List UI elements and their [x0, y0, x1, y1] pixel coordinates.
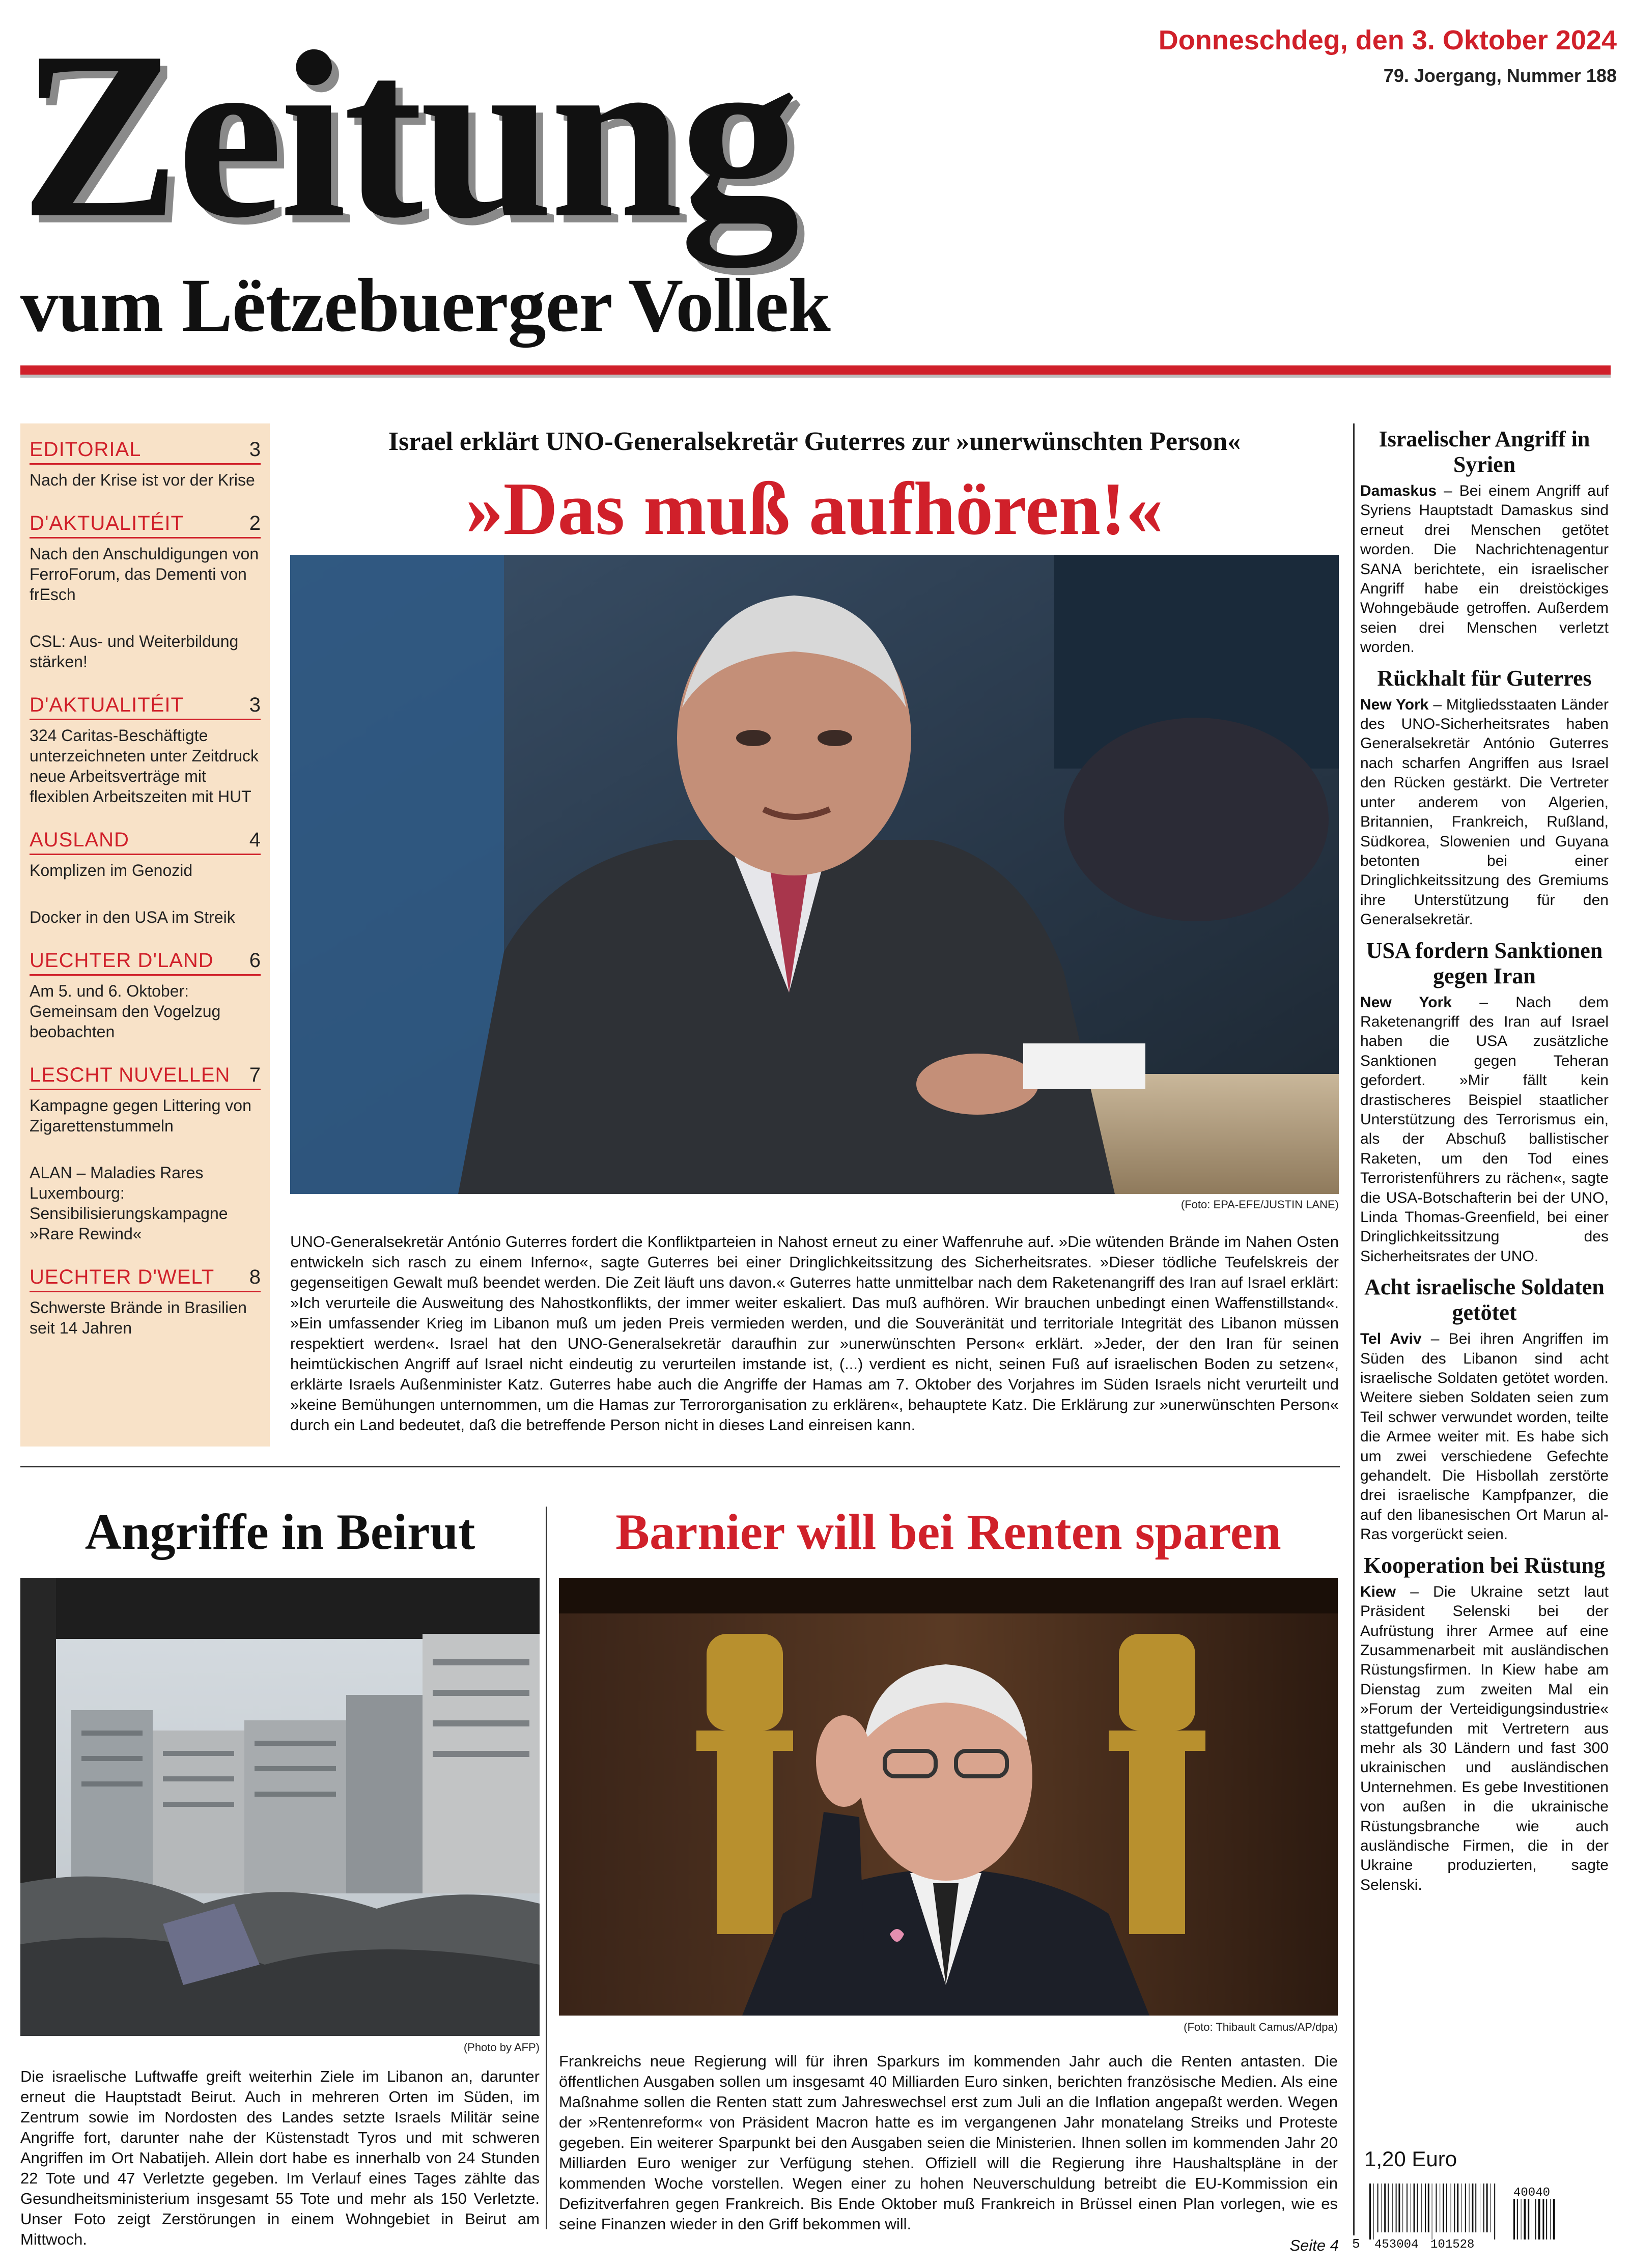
barcode-bar — [1388, 2184, 1389, 2232]
barcode-bar — [1469, 2184, 1470, 2232]
guterres-photo — [290, 555, 1339, 1194]
destroyed-buildings-photo — [20, 1578, 540, 2036]
index-section-name: D'AKTUALITÉIT — [30, 512, 184, 534]
index-section-header — [30, 828, 261, 855]
barcode-graphic — [1349, 2184, 1614, 2250]
issue-date: Donneschdeg, den 3. Oktober 2024 — [1158, 25, 1617, 55]
brief-body — [1360, 1582, 1609, 1895]
index-section-name: D'AKTUALITÉIT — [30, 694, 184, 716]
brief-text: – Nach dem Raketenangriff des Iran auf Israel haben die USA zusätzliche Sanktionen gegen Teheran gefordert. »Mir fällt kein drastischeres Beispiel staatlicher Unterstützung des Terrorismus ein, als der Abschuß ballistischer Raketen, um den Tod eines Terroristenführers zu rächen«, sagte die USA-Botschafterin bei der UNO, Linda Thomas-Greenfield, bei einer Dringlichkeitssitzung des Sicherheitsrates der UNO. — [1360, 994, 1609, 1265]
index-section-name: UECHTER D'LAND — [30, 949, 214, 972]
barcode-addon-bar — [1546, 2199, 1547, 2239]
brief-body — [1360, 1329, 1609, 1544]
barcode-group1: 453004 — [1374, 2238, 1419, 2250]
barnier-photo — [559, 1578, 1338, 2016]
barcode-bar — [1457, 2184, 1458, 2232]
beirut-body: Die israelische Luftwaffe greift weiterhin Ziele im Libanon an, darunter erneut die Hauptstadt Beirut. Auch in mehreren Orten im Süden, im Zentrum sowie im Nordosten des Landes setzte Israels Militär seine Angriffe fort, darunter nahe der Küstenstadt Tyros und mit schweren Angriffen im Ort Nabatijeh. Allein dort habe es innerhalb von 24 Stunden 22 Tote und 47 Verletzte gegeben. Im Verlauf eines Tages zählte das Gesundheitsministerium insgesamt 55 Tote und mehr als 150 Verletzte. Unser Foto zeigt Zerstörungen in einem Wohngebiet in Beirut am Mittwoch. — [20, 2067, 540, 2248]
barcode-group2: 101528 — [1430, 2238, 1475, 2250]
index-section — [30, 1063, 261, 1244]
beirut-photo — [20, 1578, 540, 2036]
brief-body — [1360, 695, 1609, 930]
index-section-header — [30, 512, 261, 538]
index-page-number: 3 — [249, 694, 261, 716]
brief-body — [1360, 481, 1609, 658]
index-item: ALAN – Maladies Rares Luxembourg: Sensibilisierungskampagne »Rare Rewind« — [30, 1164, 228, 1243]
brief-dateline: New York — [1360, 994, 1452, 1011]
index-section — [30, 438, 261, 490]
beirut-headline: Angriffe in Beirut — [85, 1504, 475, 1560]
barcode-bar — [1490, 2184, 1491, 2232]
index-page-number: 8 — [249, 1266, 261, 1288]
index-page-number: 4 — [249, 829, 261, 851]
barcode-bar — [1392, 2184, 1393, 2232]
brief-title: Israelischer Angriff in Syrien — [1379, 427, 1590, 477]
index-item: Schwerste Brände in Brasilien seit 14 Jahren — [30, 1298, 247, 1337]
barcode-bar — [1377, 2184, 1379, 2232]
index-section-name: LESCHT NUVELLEN — [30, 1064, 231, 1086]
lead-photo — [290, 555, 1339, 1194]
lead-photo-credit: (Foto: EPA-EFE/JUSTIN LANE) — [1180, 1198, 1339, 1211]
barcode-bar — [1421, 2184, 1422, 2232]
barcode-bar — [1425, 2184, 1426, 2232]
index-section — [30, 1265, 261, 1338]
index-section-header — [30, 693, 261, 720]
index-section-name: AUSLAND — [30, 829, 129, 851]
price: 1,20 Euro — [1364, 2147, 1457, 2171]
barcode-bar — [1402, 2184, 1403, 2232]
index-section-name: UECHTER D'WELT — [30, 1266, 215, 1288]
barcode-bar — [1486, 2184, 1488, 2232]
barcode-addon-bar — [1513, 2199, 1515, 2239]
barcode-bar — [1414, 2184, 1415, 2232]
barcode-bar — [1436, 2184, 1437, 2232]
brief-text: – Bei ihren Angriffen im Süden des Libanon sind acht israelische Soldaten getötet worden. Weitere sieben Soldaten seien zum Teil schwer verwundet worden, teilte die Armee weiter mit. Es habe sich um zwei verschiedene Gefechte gehandelt. Die Hisbollah zerstörte drei israelische Kampfpanzer, die auf den libanesischen Ort Marun al-Ras vorgerückt seien. — [1360, 1330, 1609, 1543]
barcode-bar — [1396, 2184, 1397, 2232]
lead-body: UNO-Generalsekretär António Guterres fordert die Konfliktparteien in Nahost erneut zu einer Waffenruhe auf. »Die wütenden Brände im Nahen Osten entwickeln sich rasch zu einem Inferno«, sagte Guterres bei einer Dringlichkeitssitzung des Sicherheitsrates. »Dieser tödliche Teufelskreis der gegenseitigen Gewalt muß beendet werden. Die Zeit läuft uns davon.« Guterres hatte unmittelbar nach dem Raketenangriff des Iran auf Israel erklärt: »Ich verurteile die Ausweitung des Nahostkonflikts, der immer weiter eskaliert. Das muß aufhören. Wir brauchen unbedingt einen Waffenstillstand«. »Ein umfassender Krieg im Libanon muß um jeden Preis vermieden werden, und die Souveränität und territoriale Integrität des Libanon müssen respektiert werden«. Israel hat den UNO-Generalsekretär daraufhin zur »unerwünschten Person« erklärt. »Jeder, der den Iran für seinen heimtückischen Angriff auf Israel nicht eindeutig zu verurteilen imstande ist, (...) verdient es nicht, seinen Fuß auf israelischen Boden zu setzen«, erklärte Israels Außenminister Katz. Guterres habe auch die Angriffe der Hamas am 7. Oktober des Vorjahres im Süden Israels nicht verurteilt und »keine Bemühungen unternommen, um die Hamas zur Terrororganisation zu erklären«, behauptete Katz. Die Erklärung zur »unerwünschten Person« durch ein Land bedeutet, daß die betreffende Person nicht in dieses Land einreisen kann. — [290, 1233, 1339, 1434]
lead-kicker: Israel erklärt UNO-Generalsekretär Guterres zur »unerwünschten Person« — [388, 427, 1241, 456]
barcode-addon-bar — [1528, 2199, 1529, 2239]
masthead-rule-gray — [20, 375, 1611, 378]
contents-index — [20, 423, 270, 1447]
brief-body — [1360, 993, 1609, 1267]
index-page-number: 2 — [249, 512, 261, 534]
index-section-header — [30, 1063, 261, 1090]
brief-title: Kooperation bei Rüstung — [1363, 1552, 1606, 1578]
briefs-column — [1360, 427, 1609, 1903]
brief-dateline: Tel Aviv — [1360, 1330, 1422, 1348]
index-item: Kampagne gegen Littering von Zigarettenstummeln — [30, 1096, 251, 1135]
barcode-bar — [1398, 2184, 1400, 2232]
index-page-number: 7 — [249, 1064, 261, 1086]
index-page-number: 6 — [249, 949, 261, 972]
barcode-addon: 40040 — [1513, 2186, 1551, 2200]
section-rule — [20, 1466, 1340, 1467]
brief-dateline: Kiew — [1360, 1583, 1396, 1600]
column-rule-right — [1353, 423, 1355, 2235]
index-section — [30, 693, 261, 807]
brief-title: Acht israelische Soldaten getötet — [1364, 1274, 1605, 1325]
barcode-addon-bar — [1517, 2199, 1518, 2239]
barcode-bar — [1443, 2184, 1444, 2232]
barcode-bar — [1381, 2184, 1382, 2232]
column-rule-middle — [546, 1507, 547, 2229]
index-item: CSL: Aus- und Weiterbildung stärken! — [30, 632, 239, 671]
barcode-bar — [1465, 2184, 1466, 2232]
masthead-title: Zeitung — [20, 2, 797, 267]
barcode-addon-bar — [1553, 2199, 1555, 2239]
brief-dateline: Damaskus — [1360, 483, 1437, 499]
barnier-photo-credit: (Foto: Thibault Camus/AP/dpa) — [1184, 2021, 1338, 2033]
index-page-number: 3 — [249, 438, 261, 461]
brief-title: USA fordern Sanktionen gegen Iran — [1366, 938, 1603, 988]
index-section — [30, 512, 261, 672]
barcode-addon-bar — [1550, 2199, 1551, 2239]
brief-text: – Mitgliedsstaaten Länder des UNO-Sicherheitsrates haben Generalsekretär António Guterres nach scharfen Angriffen aus Israel den Rücken gestärkt. Die Vertreter unter anderem von Algerien, Britannien, Frankreich, Rußland, Südkorea, Slowenien und Guyana betonten bei einer Dringlichkeitssitzung des Gremiums ihre Unterstützung für den Generalsekretär. — [1360, 696, 1609, 928]
index-item: Docker in den USA im Streik — [30, 908, 235, 926]
barcode-addon-bar — [1538, 2199, 1540, 2239]
index-section-name: EDITORIAL — [30, 438, 142, 461]
barcode-bar — [1483, 2184, 1484, 2232]
barcode-left-digit: 5 — [1352, 2236, 1360, 2250]
brief-text: – Die Ukraine setzt laut Präsident Selenski bei der Aufrüstung ihrer Armee auf eine Zusammenarbeit mit ausländischen Rüstungsfirmen. In Kiew habe am Dienstag zum zweiten Mal ein »Forum der Verteidigungsindustrie« stattgefunden mit Vertretern aus mehr als 30 Ländern und fast 300 ukrainischen und ausländischen Unternehmen. Es gebe Investitionen von außen in die ukrainische Rüstungsbranche wie auch ausländische Firmen, die in der Ukraine produzierten, sagte Selenski. — [1360, 1583, 1609, 1893]
barcode-addon-bar — [1524, 2199, 1526, 2239]
barcode-bar — [1494, 2184, 1495, 2239]
index-section — [30, 828, 261, 927]
barcode-bar — [1472, 2184, 1473, 2232]
barnier-headline: Barnier will bei Renten sparen — [615, 1504, 1281, 1560]
barcode-bar — [1373, 2184, 1374, 2239]
index-item: Komplizen im Genozid — [30, 861, 193, 880]
barcode-bar — [1369, 2184, 1371, 2239]
masthead-rule-red — [20, 365, 1611, 375]
masthead-subtitle: vum Lëtzebuerger Vollek — [20, 263, 830, 348]
index-section — [30, 949, 261, 1042]
index-item: Am 5. und 6. Oktober: Gemeinsam den Vogelzug beobachten — [30, 982, 221, 1041]
barcode-addon-bar — [1542, 2199, 1544, 2239]
index-section-header — [30, 438, 261, 465]
index-item: Nach den Anschuldigungen von FerroForum, das Dementi von frEsch — [30, 545, 259, 604]
beirut-photo-credit: (Photo by AFP) — [463, 2041, 540, 2054]
barcode-bar — [1384, 2184, 1386, 2232]
barcode-bar — [1417, 2184, 1418, 2232]
continued-page-ref: Seite 4 — [1289, 2236, 1339, 2254]
lead-headline: »Das muß aufhören!« — [465, 467, 1164, 551]
index-item: Nach der Krise ist vor der Krise — [30, 471, 255, 489]
barcode-bar — [1446, 2184, 1447, 2232]
index-item: 324 Caritas-Beschäftigte unterzeichneten unter Zeitdruck neue Arbeitsverträge mit flexiblen Arbeitszeiten mit HUT — [30, 726, 259, 806]
barnier-portrait-photo — [559, 1578, 1338, 2016]
index-section-header — [30, 1265, 261, 1292]
barcode — [1349, 2184, 1614, 2250]
barcode-addon-bar — [1521, 2199, 1522, 2239]
brief-text: – Bei einem Angriff auf Syriens Hauptstadt Damaskus sind erneut drei Menschen getötet worden. Die Nachrichtenagentur SANA berichtete, ein israelischer Angriff habe ein dreistöckiges Wohngebäude getroffen. Außerdem seien drei Menschen verletzt worden. — [1360, 483, 1609, 656]
barcode-bar — [1475, 2184, 1476, 2232]
barnier-body: Frankreichs neue Regierung will für ihren Sparkurs im kommenden Jahr auch die Renten antasten. Die öffentlichen Ausgaben sollen um insgesamt 40 Milliarden Euro sinken, berichten französische Medien. Als eine Maßnahme sollen die Renten statt zum Jahreswechsel erst zum Juli an die Inflation angepaßt werden. Wegen der »Rentenreform« von Präsident Macron hatte es im vergangenen Jahr monatelang Streiks und Proteste gegeben. Ein weiterer Sparpunkt bei den Ausgaben seien die Ministerien. Ihnen sollen im kommenden Jahr 20 Milliarden Euro weniger zur Verfügung stehen. Offiziell will die Regierung ihre Haushaltspläne in der kommenden Woche vorstellen. Wegen einer zu hohen Neuverschuldung betreibt die EU-Kommission ein Defizitverfahren gegen Frankreich. Bis Ende Oktober muß Frankreich in Brüssel einen Plan vorlegen, wie es seine Finanzen wieder in den Griff bekommen will. — [559, 2052, 1338, 2233]
barcode-bar — [1407, 2184, 1408, 2232]
index-section-header — [30, 949, 261, 976]
barcode-addon-bar — [1535, 2199, 1536, 2239]
brief-title: Rückhalt für Guterres — [1377, 665, 1592, 691]
brief-dateline: New York — [1360, 696, 1429, 713]
barcode-bar — [1428, 2184, 1429, 2232]
issue-number: 79. Joergang, Nummer 188 — [1383, 65, 1617, 86]
barcode-bar — [1454, 2184, 1455, 2232]
